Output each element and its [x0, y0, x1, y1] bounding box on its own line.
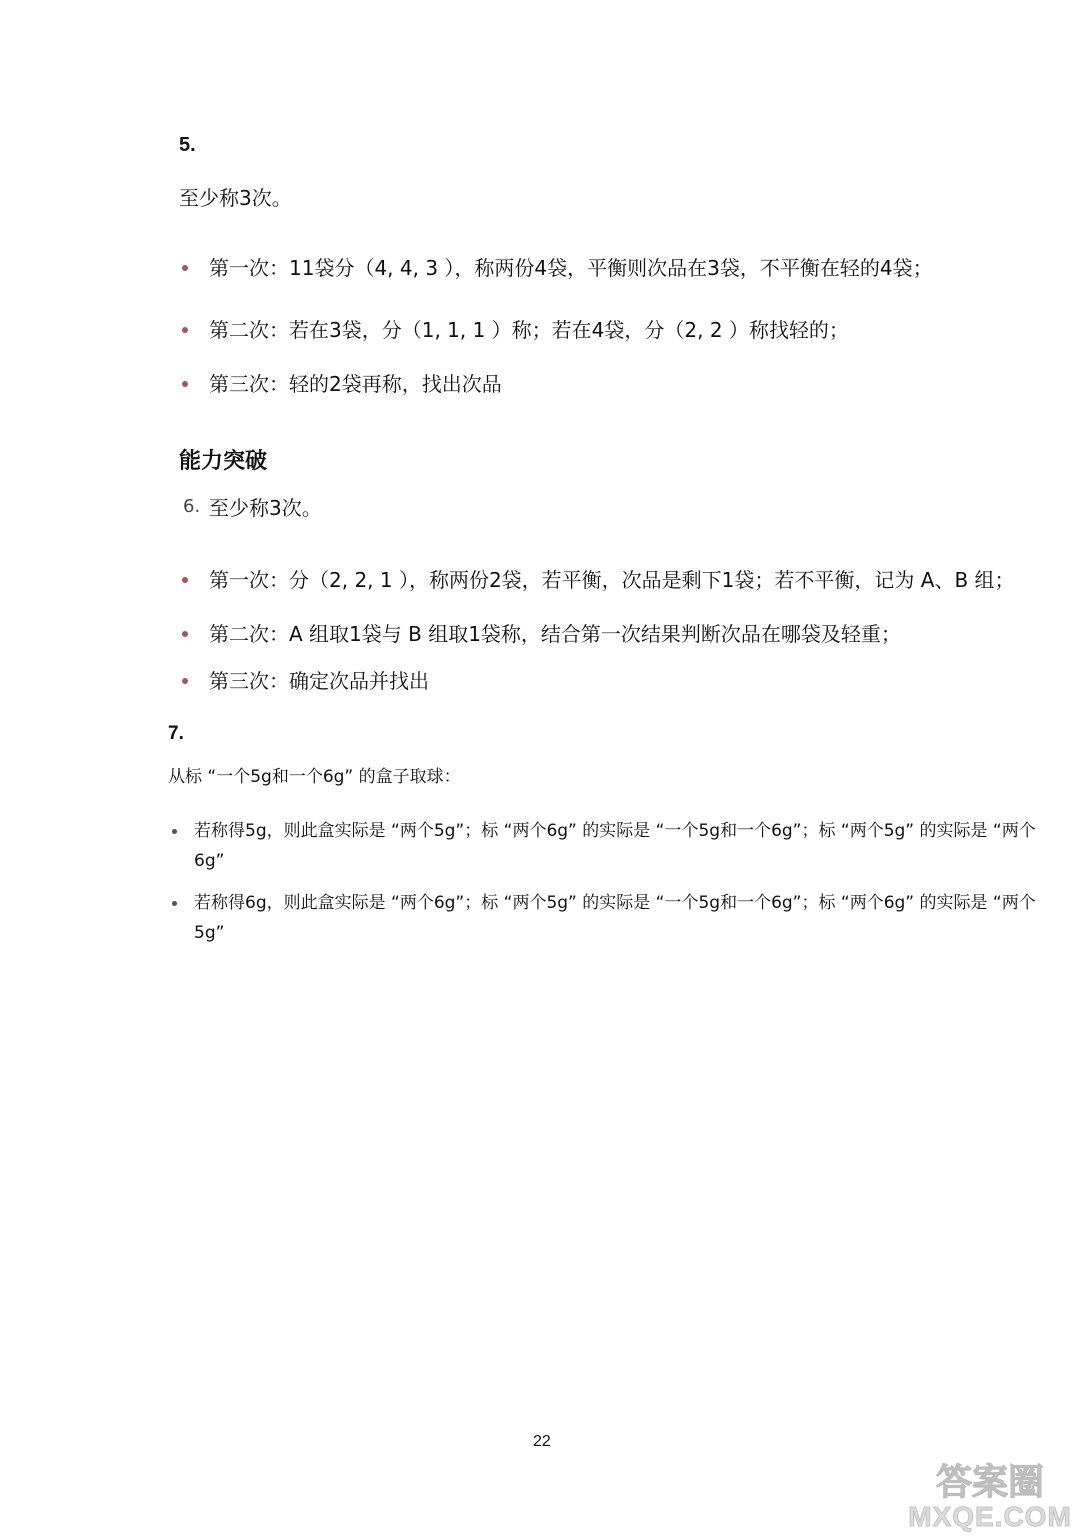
q6-step-3: 第三次：确定次品并找出 — [209, 669, 429, 693]
question-5-intro: 至少称3次。 — [179, 186, 292, 210]
page-number: 22 — [533, 1433, 551, 1450]
q7-item-2: 若称得6g，则此盒实际是 “两个6g”；标 “两个5g” 的实际是 “一个5g和一个6g”；标 “两个6g” 的实际是 “两个5g” — [194, 893, 1036, 943]
bullet-icon — [172, 829, 177, 834]
q7-item-1: 若称得5g，则此盒实际是 “两个5g”；标 “两个6g” 的实际是 “一个5g和一个6g”；标 “两个5g” 的实际是 “两个6g” — [194, 821, 1036, 871]
q5-step-2: 第二次：若在3袋，分（1, 1, 1 ）称；若在4袋，分（2, 2 ）称找轻的； — [209, 318, 849, 342]
question-6-intro: 至少称3次。 — [209, 496, 322, 520]
bullet-icon — [172, 901, 177, 906]
question-7-intro: 从标 “一个5g和一个6g” 的盒子取球： — [168, 767, 461, 787]
question-7-number: 7. — [168, 723, 184, 744]
bullet-icon — [182, 577, 188, 583]
bullet-icon — [182, 678, 188, 684]
bullet-icon — [182, 265, 188, 271]
section-title: 能力突破 — [179, 449, 268, 474]
question-5-number: 5. — [179, 134, 196, 156]
watermark-text: 答案圈 — [935, 1462, 1045, 1503]
question-6-number: 6. — [183, 496, 201, 517]
watermark-logo — [900, 1452, 1080, 1532]
q5-step-1: 第一次：11袋分（4, 4, 3 ），称两份4袋，平衡则次品在3袋，不平衡在轻的4袋； — [209, 256, 933, 280]
watermark-url: MXQE.COM — [908, 1501, 1072, 1532]
bullet-icon — [182, 381, 188, 387]
q6-step-2: 第二次：A 组取1袋与 B 组取1袋称，结合第一次结果判断次品在哪袋及轻重； — [209, 622, 901, 646]
bullet-icon — [182, 327, 188, 333]
q5-step-3: 第三次：轻的2袋再称，找出次品 — [209, 372, 502, 396]
q6-step-1: 第一次：分（2, 2, 1 ），称两份2袋，若平衡，次品是剩下1袋；若不平衡，记为 A、B 组； — [209, 568, 1015, 592]
bullet-icon — [182, 631, 188, 637]
